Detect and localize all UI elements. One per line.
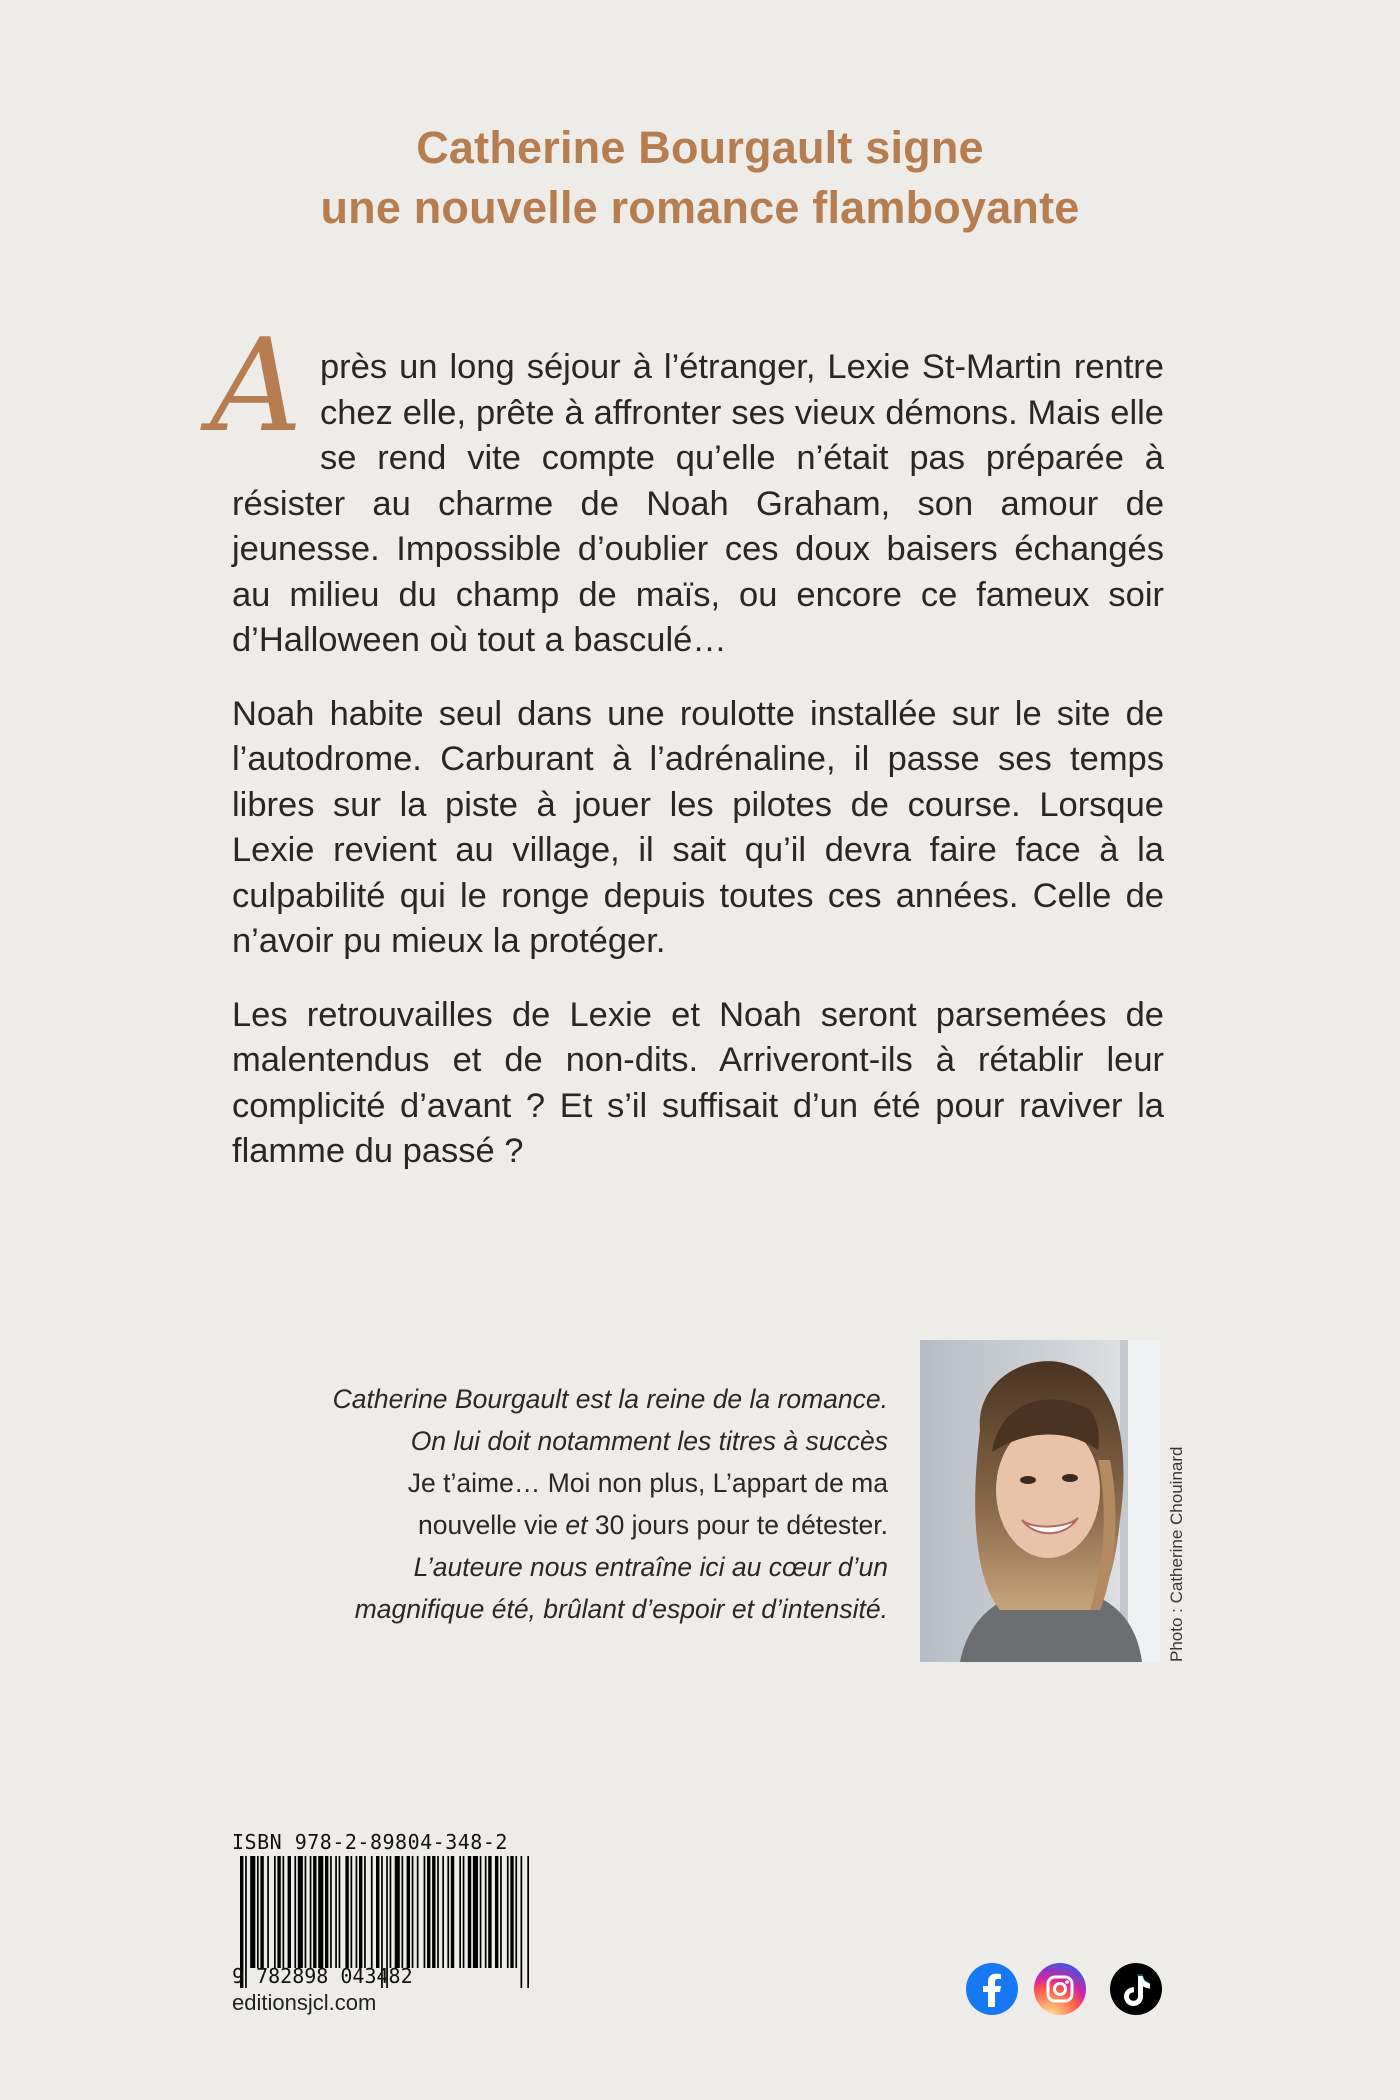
barcode-bar [274, 1856, 276, 1968]
barcode-bar [250, 1856, 255, 1968]
barcode-bar [330, 1856, 332, 1968]
barcode-bar [432, 1856, 435, 1968]
bio-title: nouvelle vie [418, 1510, 566, 1540]
barcode-bar [402, 1856, 404, 1968]
barcode-bar [507, 1856, 509, 1968]
barcode-bar [351, 1856, 353, 1968]
barcode-bar [267, 1856, 269, 1968]
barcode-bar [480, 1856, 482, 1968]
barcode-bar [310, 1856, 312, 1968]
barcode-bar [468, 1856, 471, 1968]
barcode-bar [390, 1856, 392, 1968]
barcode-bar [318, 1856, 323, 1968]
synopsis-paragraph-3: Les retrouvailles de Lexie et Noah seront parsemées de malentendus et de non-dits. Arriveront-ils à rétablir leur complicité d’avant ? Et s’il suffisait d’un été pour raviver la flamme du passé ? [232, 995, 1164, 1170]
barcode-bar [313, 1856, 316, 1968]
author-photo [920, 1340, 1160, 1662]
barcode-bar [305, 1856, 307, 1968]
barcode-bar [277, 1856, 280, 1968]
bio-line: Je t’aime… Moi non plus, L’appart de ma [407, 1468, 888, 1498]
bio-line [232, 1504, 888, 1546]
barcode-bar [485, 1856, 487, 1968]
headline-line-2: une nouvelle romance flamboyante [320, 182, 1080, 233]
barcode-bar [335, 1856, 337, 1968]
barcode-bar [495, 1856, 498, 1968]
paragraph-1-text: près un long séjour à l’étranger, Lexie St-Martin rentre chez elle, prête à affronter ses vieux démons. Mais elle se rend vite compte qu’elle n’était pas préparée à résister au charme de Noah Graham, son amour de jeunesse. Impossible d’oublier ces doux baisers échangés au milieu du champ de maïs, ou encore ce fameux soir d’Halloween où tout a basculé… [232, 348, 1164, 659]
barcode-bar [288, 1856, 291, 1968]
barcode-bar [339, 1856, 341, 1968]
barcode-bar [451, 1856, 454, 1968]
barcode-bar [424, 1856, 426, 1968]
barcode-digits: 9 782898 043482 [232, 1964, 413, 1988]
publisher-website[interactable]: editionsjcl.com [232, 1990, 377, 2015]
isbn-label: ISBN 978-2-89804-348-2 [232, 1830, 508, 1854]
barcode-bar [407, 1856, 410, 1968]
barcode-bar [488, 1856, 491, 1968]
barcode-bar [473, 1856, 478, 1968]
bio-line: magnifique été, brûlant d’espoir et d’intensité. [354, 1594, 888, 1624]
barcode-bar [359, 1856, 362, 1968]
synopsis-paragraph-2: Noah habite seul dans une roulotte installée sur le site de l’autodrome. Carburant à l’adrénaline, il passe ses temps libres sur la piste à jouer les pilotes de course. Lorsque Lexie revient au village, il sait qu’il devra faire face à la culpabilité qui le ronge depuis toutes ces années. Celle de n’avoir pu mieux la protéger. [232, 694, 1164, 960]
author-bio [232, 1378, 888, 1630]
synopsis [210, 312, 1164, 1203]
bio-title: 30 jours pour te détester. [587, 1510, 888, 1540]
barcode-bar [283, 1856, 285, 1968]
barcode-bar [515, 1856, 517, 1968]
tiktok-icon[interactable] [1110, 1963, 1162, 2015]
barcode-bar [294, 1856, 296, 1968]
headline-line-1: Catherine Bourgault signe [416, 122, 984, 173]
barcode-bar [442, 1856, 444, 1968]
barcode-bar [371, 1856, 373, 1968]
barcode-bar [500, 1856, 502, 1968]
barcode-bar [463, 1856, 465, 1968]
barcode-bar [364, 1856, 366, 1968]
barcode-bar [437, 1856, 439, 1968]
barcode-bar [459, 1856, 461, 1968]
barcode-bar [395, 1856, 400, 1968]
barcode-bar [376, 1856, 379, 1968]
barcode-bar [447, 1856, 449, 1968]
barcode-bar [345, 1856, 348, 1968]
synopsis-paragraph-1 [210, 312, 1164, 664]
barcode-bar [417, 1856, 419, 1968]
barcode-bar [298, 1856, 303, 1968]
barcode-bar [356, 1856, 358, 1968]
barcode-bar [325, 1856, 328, 1968]
bio-line: Catherine Bourgault est la reine de la romance. [332, 1384, 888, 1414]
facebook-icon[interactable] [966, 1963, 1018, 2015]
instagram-icon[interactable] [1034, 1963, 1086, 2015]
bio-line: On lui doit notamment les titres à succès [410, 1426, 888, 1456]
headline [0, 118, 1400, 238]
barcode-bar [510, 1856, 513, 1968]
bio-conjunction: et [565, 1510, 588, 1540]
photo-credit: Photo : Catherine Chouinard [1167, 1446, 1186, 1662]
drop-cap: A [210, 312, 303, 461]
barcode-bar [427, 1856, 430, 1968]
barcode-bar [260, 1856, 263, 1968]
bio-line: L’auteure nous entraîne ici au cœur d’un [413, 1552, 888, 1582]
barcode-bar [257, 1856, 259, 1968]
barcode-bar [412, 1856, 414, 1968]
